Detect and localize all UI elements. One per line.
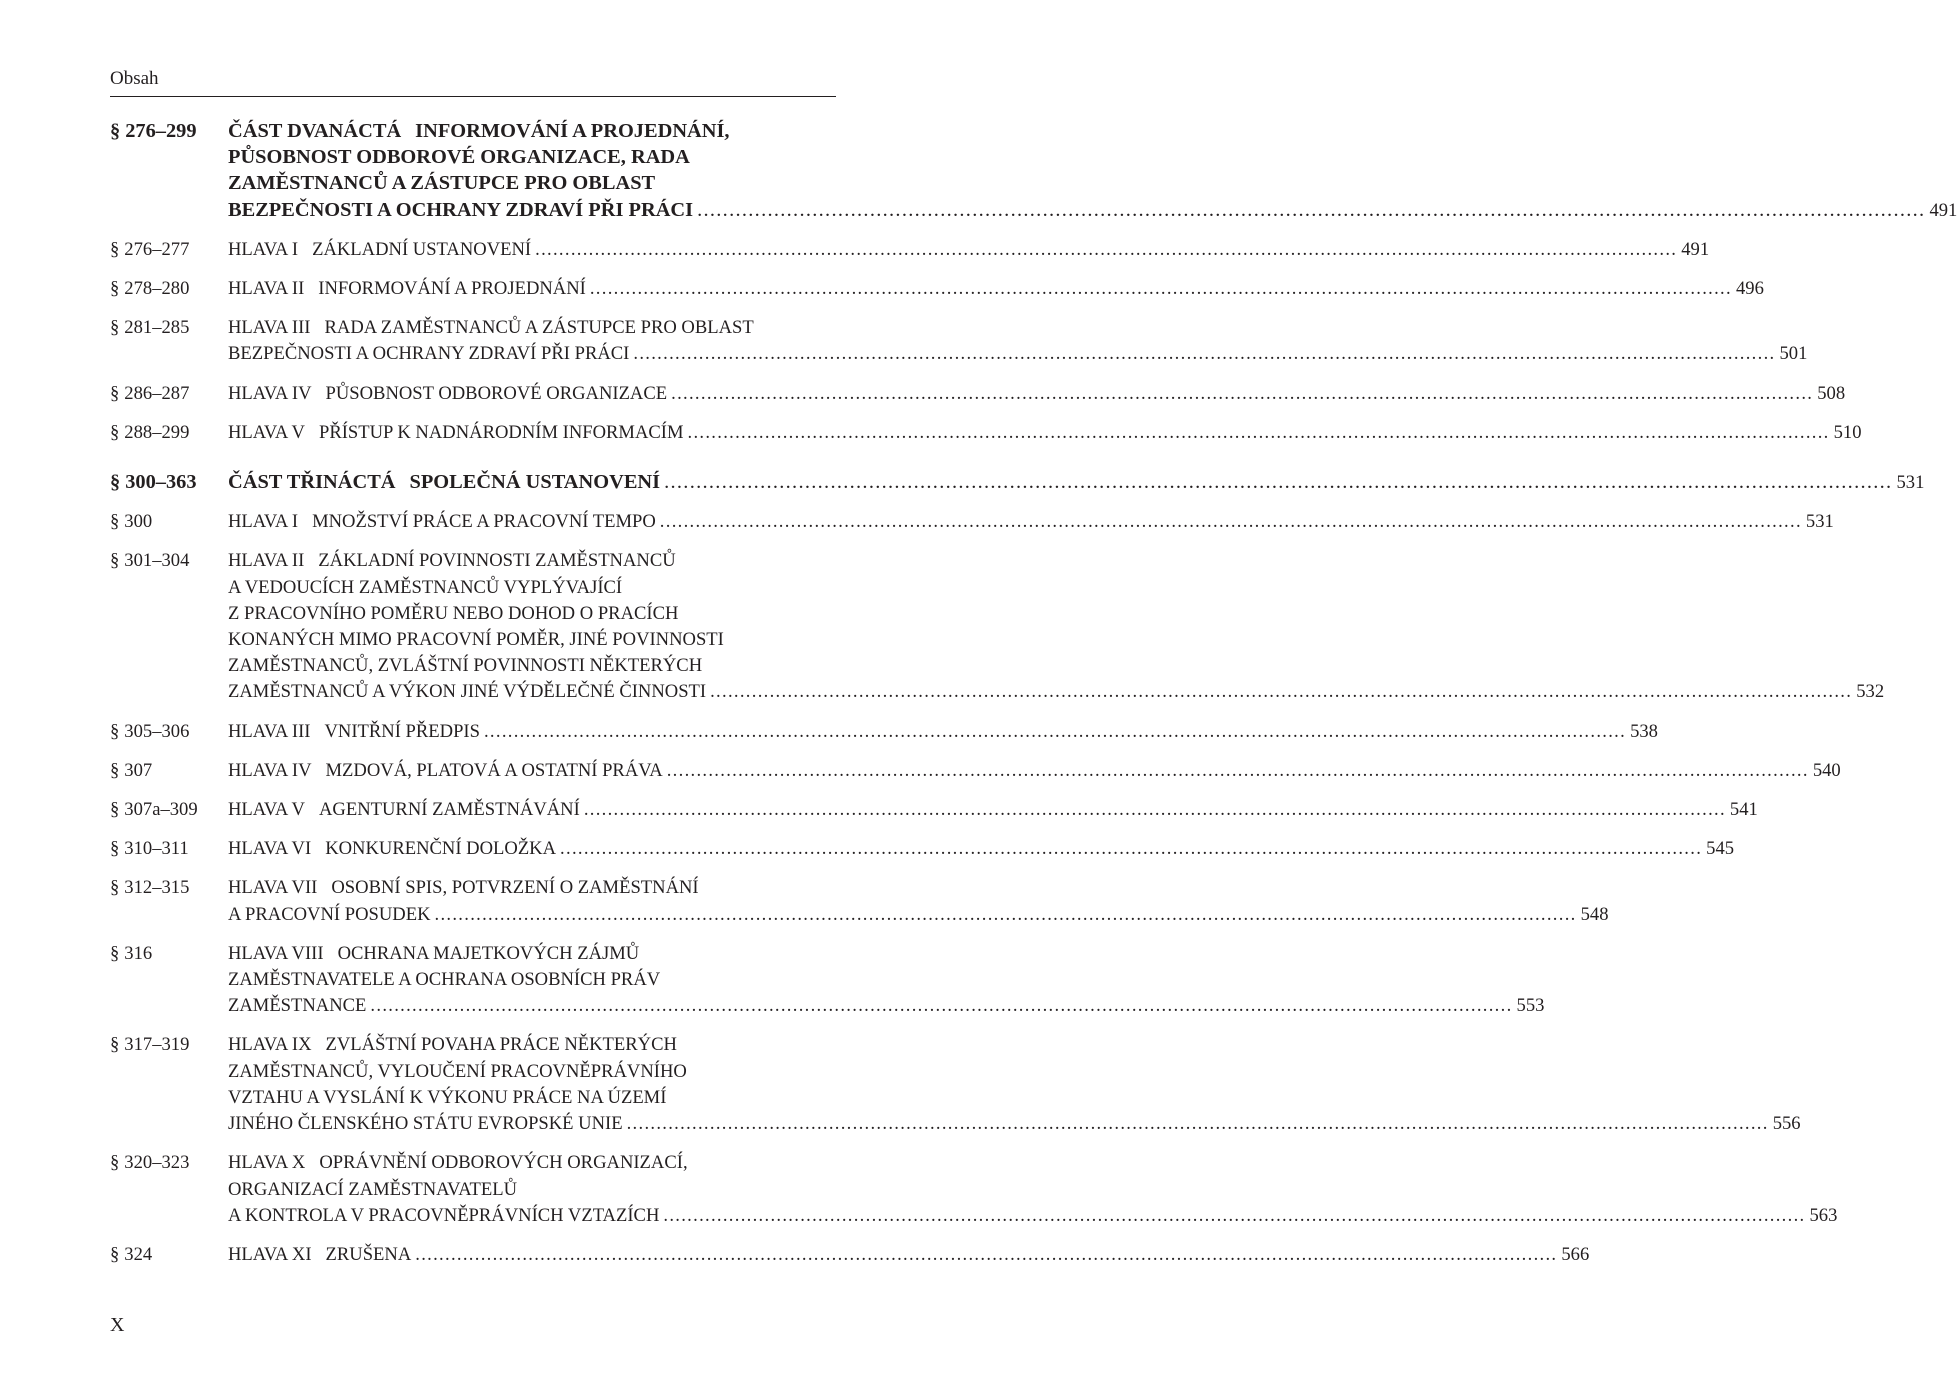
entry-title-text	[228, 993, 366, 1019]
section-sign: §	[110, 1034, 120, 1056]
entry-title-line	[228, 118, 836, 144]
entry-title-text	[228, 469, 660, 495]
dot-leader: ................................................................................................................................................................................................	[626, 1113, 1769, 1135]
entry-title-text-final: A PRACOVNÍ POSUDEK	[228, 903, 431, 925]
toc-chapter-entry[interactable]	[110, 509, 1834, 535]
dot-leader: ................................................................................................................................................................................................	[535, 238, 1678, 260]
page-number-ref[interactable]: 553	[1516, 995, 1545, 1017]
entry-title-text-final: MZDOVÁ, PLATOVÁ A OSTATNÍ PRÁVA	[325, 759, 663, 781]
entry-title	[228, 509, 1834, 535]
entry-title-text-final: PŮSOBNOST ODBOROVÉ ORGANIZACE	[325, 382, 668, 404]
toc-chapter-entry[interactable]	[110, 797, 1758, 823]
entry-spacer	[110, 224, 836, 237]
section-sign: §	[110, 550, 120, 572]
section-range-text: 320–323	[124, 1152, 190, 1174]
dot-leader: ................................................................................................................................................................................................	[659, 511, 1802, 533]
entry-spacer	[110, 784, 836, 797]
entry-title-last-line	[228, 1111, 1801, 1137]
section-sign: §	[110, 511, 120, 533]
page-number-ref[interactable]: 491	[1681, 238, 1710, 260]
entry-title-text	[228, 1242, 411, 1268]
entry-title-text: OSOBNÍ SPIS, POTVRZENÍ O ZAMĚSTNÁNÍ	[331, 877, 699, 899]
section-range	[110, 118, 197, 144]
page-number-ref[interactable]: 540	[1812, 759, 1841, 781]
page-number-ref[interactable]: 538	[1630, 720, 1658, 742]
entry-title-line	[228, 170, 836, 196]
entry-label: HLAVA IV	[228, 382, 312, 404]
entry-title-text	[228, 341, 629, 367]
section-range-text: 278–280	[124, 278, 190, 300]
section-range	[110, 875, 189, 901]
dot-leader: ................................................................................................................................................................................................	[560, 838, 1703, 860]
entry-spacer	[110, 1137, 836, 1150]
page-number-ref[interactable]: 501	[1779, 343, 1808, 365]
entry-label: HLAVA III	[228, 317, 311, 339]
section-sign: §	[110, 838, 120, 860]
entry-title-line	[228, 967, 836, 993]
section-range	[110, 548, 189, 574]
entry-title-line	[228, 1032, 836, 1058]
entry-title-text: ZAMĚSTNANCŮ, ZVLÁŠTNÍ POVINNOSTI NĚKTERÝCH	[228, 655, 703, 677]
section-range	[110, 315, 189, 341]
entry-title-text: ZAMĚSTNANCŮ, VYLOUČENÍ PRACOVNĚPRÁVNÍHO	[228, 1060, 687, 1082]
entry-title-line	[228, 627, 836, 653]
entry-title-line	[228, 1177, 836, 1203]
entry-spacer	[110, 823, 836, 836]
entry-title-text-final: VNITŘNÍ PŘEDPIS	[324, 720, 480, 742]
section-sign: §	[110, 238, 120, 260]
section-sign: §	[110, 720, 120, 742]
dot-leader: ................................................................................................................................................................................................	[666, 759, 1809, 781]
entry-title-last-line	[228, 758, 1841, 784]
section-range	[110, 719, 189, 745]
entry-title-last-line	[228, 276, 1764, 302]
toc-chapter-entry[interactable]	[110, 420, 1862, 446]
dot-leader: ................................................................................................................................................................................................	[664, 471, 1893, 494]
page-number-ref[interactable]: 563	[1809, 1204, 1838, 1226]
entry-title-text: RADA ZAMĚSTNANCŮ A ZÁSTUPCE PRO OBLAST	[324, 317, 754, 339]
toc-chapter-entry[interactable]	[110, 1032, 1801, 1137]
entry-title-last-line	[228, 797, 1758, 823]
entry-title	[228, 548, 1885, 705]
page-number: X	[110, 1314, 125, 1336]
dot-leader: ................................................................................................................................................................................................	[589, 278, 1732, 300]
entry-title	[228, 875, 1609, 927]
dot-leader: ................................................................................................................................................................................................	[583, 799, 1726, 821]
section-range-text: 317–319	[124, 1034, 190, 1056]
entry-title-last-line	[228, 1242, 1590, 1268]
entry-spacer	[110, 535, 836, 548]
entry-spacer	[110, 1019, 836, 1032]
entry-spacer	[110, 407, 836, 420]
entry-title-text: OPRÁVNĚNÍ ODBOROVÝCH ORGANIZACÍ,	[319, 1152, 688, 1174]
section-range-text: 300	[124, 511, 153, 533]
entry-spacer	[110, 496, 836, 509]
running-header	[110, 68, 836, 97]
entry-title-text	[228, 509, 656, 535]
entry-label: HLAVA IV	[228, 759, 312, 781]
entry-label: ČÁST DVANÁCTÁ	[228, 120, 402, 142]
entry-title-text	[228, 420, 684, 446]
entry-title-text: INFORMOVÁNÍ A PROJEDNÁNÍ,	[415, 120, 730, 142]
entry-title	[228, 237, 1710, 263]
entry-title-last-line	[228, 509, 1834, 535]
page-number-ref[interactable]: 510	[1833, 421, 1862, 443]
page-number-ref[interactable]: 548	[1580, 903, 1609, 925]
toc-chapter-entry[interactable]	[110, 276, 1764, 302]
entry-title-text: PŮSOBNOST ODBOROVÉ ORGANIZACE, RADA	[228, 146, 690, 169]
entry-title-text-final: INFORMOVÁNÍ A PROJEDNÁNÍ	[318, 278, 586, 300]
page-number-ref[interactable]: 541	[1729, 799, 1758, 821]
entry-label: HLAVA X	[228, 1152, 306, 1174]
section-range-text: 324	[124, 1243, 153, 1265]
entry-title-text	[228, 381, 667, 407]
dot-leader: ................................................................................................................................................................................................	[710, 681, 1853, 703]
section-range	[110, 1242, 152, 1268]
entry-title-last-line	[228, 381, 1846, 407]
entry-label: HLAVA II	[228, 278, 305, 300]
entry-label: HLAVA I	[228, 511, 299, 533]
entry-title-last-line	[228, 237, 1710, 263]
header-title: Obsah	[110, 68, 159, 89]
entry-title-last-line	[228, 679, 1885, 705]
section-sign: §	[110, 421, 120, 443]
entry-title-text	[228, 797, 580, 823]
section-range	[110, 381, 189, 407]
entry-title	[228, 420, 1862, 446]
entry-label: HLAVA V	[228, 799, 305, 821]
section-sign: §	[110, 942, 120, 964]
entry-spacer	[110, 368, 836, 381]
entry-title-text	[228, 276, 586, 302]
dot-leader: ................................................................................................................................................................................................	[483, 720, 1627, 742]
section-range-text: 286–287	[124, 382, 190, 404]
page-number-ref[interactable]: 556	[1772, 1113, 1801, 1135]
entry-spacer	[110, 263, 836, 276]
section-range	[110, 941, 152, 967]
section-sign: §	[110, 799, 120, 821]
entry-title-text: ORGANIZACÍ ZAMĚSTNAVATELŮ	[228, 1178, 518, 1200]
entry-title-text: ZAMĚSTNANCŮ A ZÁSTUPCE PRO OBLAST	[228, 172, 656, 195]
entry-title-last-line	[228, 341, 1808, 367]
dot-leader: ................................................................................................................................................................................................	[671, 382, 1814, 404]
page-number-ref[interactable]: 496	[1735, 278, 1764, 300]
entry-label: ČÁST TŘINÁCTÁ	[228, 471, 396, 494]
entry-label: HLAVA I	[228, 238, 299, 260]
section-range-text: 300–363	[125, 471, 197, 494]
entry-title-line	[228, 601, 836, 627]
dot-leader: ................................................................................................................................................................................................	[663, 1204, 1806, 1226]
entry-label: HLAVA VII	[228, 877, 318, 899]
entry-title-text: VZTAHU A VYSLÁNÍ K VÝKONU PRÁCE NA ÚZEMÍ	[228, 1086, 667, 1108]
entry-title-text-final: BEZPEČNOSTI A OCHRANY ZDRAVÍ PŘI PRÁCI	[228, 198, 694, 221]
entry-title	[228, 469, 1925, 496]
entry-spacer	[110, 745, 836, 758]
entry-label: HLAVA III	[228, 720, 311, 742]
section-range	[110, 237, 189, 263]
section-range-text: 281–285	[124, 317, 190, 339]
entry-title-last-line	[228, 197, 1957, 224]
entry-label: HLAVA IX	[228, 1034, 312, 1056]
entry-title-last-line	[228, 993, 1545, 1019]
section-range	[110, 276, 189, 302]
section-sign: §	[110, 471, 121, 494]
section-sign: §	[110, 1152, 120, 1174]
entry-title-text-final: JINÉHO ČLENSKÉHO STÁTU EVROPSKÉ UNIE	[228, 1113, 623, 1135]
section-range	[110, 797, 198, 823]
entry-label: HLAVA XI	[228, 1243, 312, 1265]
section-range-text: 305–306	[124, 720, 190, 742]
entry-title-last-line	[228, 902, 1609, 928]
entry-title	[228, 1242, 1590, 1268]
toc-chapter-entry[interactable]	[110, 548, 1885, 705]
section-range-text: 276–277	[124, 238, 190, 260]
entry-title	[228, 1032, 1801, 1137]
section-sign: §	[110, 317, 120, 339]
entry-spacer	[110, 1229, 836, 1242]
section-sign: §	[110, 759, 120, 781]
entry-spacer	[110, 928, 836, 941]
toc-chapter-entry[interactable]	[110, 381, 1846, 407]
entry-title-line	[228, 548, 836, 574]
entry-title-text-final: PŘÍSTUP K NADNÁRODNÍM INFORMACÍM	[319, 421, 684, 443]
section-range-text: 307a–309	[124, 799, 198, 821]
entry-title	[228, 719, 1658, 745]
entry-title	[228, 797, 1758, 823]
section-range	[110, 509, 152, 535]
entry-title-line	[228, 1059, 836, 1085]
entry-title-text	[228, 1203, 659, 1229]
entry-title-text	[228, 197, 693, 223]
page-number-ref[interactable]: 532	[1856, 681, 1885, 703]
entry-title	[228, 315, 1808, 367]
page-number-ref[interactable]: 491	[1929, 199, 1957, 221]
page-number-ref[interactable]: 508	[1817, 382, 1846, 404]
entry-title-line	[228, 653, 836, 679]
entry-title-text	[228, 836, 556, 862]
section-range	[110, 420, 189, 446]
entry-title-text-final: ZAMĚSTNANCE	[228, 995, 367, 1017]
entry-title-line	[228, 1150, 836, 1176]
section-range	[110, 1150, 189, 1176]
section-sign: §	[110, 382, 120, 404]
section-range-text: 276–299	[125, 120, 197, 142]
section-range-text: 316	[124, 942, 153, 964]
entry-title-text-final: KONKURENČNÍ DOLOŽKA	[325, 838, 557, 860]
entry-title-last-line	[228, 719, 1658, 745]
toc-chapter-entry[interactable]	[110, 836, 1735, 862]
entry-title-last-line	[228, 469, 1925, 496]
entry-title-line	[228, 144, 836, 170]
section-range	[110, 836, 189, 862]
entry-title	[228, 118, 1957, 224]
toc-chapter-entry[interactable]	[110, 719, 1658, 745]
entry-title-last-line	[228, 420, 1862, 446]
entry-title-text-final: BEZPEČNOSTI A OCHRANY ZDRAVÍ PŘI PRÁCI	[228, 343, 630, 365]
entry-title-text	[228, 679, 706, 705]
entry-spacer	[110, 446, 836, 469]
entry-title-line	[228, 941, 836, 967]
entry-title	[228, 1150, 1838, 1229]
section-range-text: 301–304	[124, 550, 190, 572]
toc-chapter-entry[interactable]	[110, 875, 1609, 927]
section-range-text: 307	[124, 759, 153, 781]
entry-title-text: A VEDOUCÍCH ZAMĚSTNANCŮ VYPLÝVAJÍCÍ	[228, 576, 623, 598]
toc-chapter-entry[interactable]	[110, 758, 1841, 784]
section-range-text: 288–299	[124, 421, 190, 443]
entry-spacer	[110, 706, 836, 719]
entry-title-line	[228, 875, 836, 901]
entry-title-text	[228, 237, 531, 263]
entry-spacer	[110, 302, 836, 315]
entry-title-text-final: AGENTURNÍ ZAMĚSTNÁVÁNÍ	[319, 799, 580, 821]
entry-title-text	[228, 758, 663, 784]
entry-title-text-final: A KONTROLA V PRACOVNĚPRÁVNÍCH VZTAZÍCH	[228, 1204, 660, 1226]
toc-part-entry[interactable]	[110, 118, 1957, 224]
dot-leader: ................................................................................................................................................................................................	[434, 903, 1577, 925]
entry-title-text-final: MNOŽSTVÍ PRÁCE A PRACOVNÍ TEMPO	[312, 511, 656, 533]
entry-title-text	[228, 1111, 623, 1137]
page-number-ref[interactable]: 545	[1706, 838, 1735, 860]
entry-title-text	[228, 719, 480, 745]
entry-title-line	[228, 315, 836, 341]
dot-leader: ................................................................................................................................................................................................	[633, 343, 1776, 365]
toc-chapter-entry[interactable]	[110, 315, 1808, 367]
toc-chapter-entry[interactable]	[110, 237, 1710, 263]
page-number-ref[interactable]: 531	[1805, 511, 1834, 533]
entry-title-text: KONANÝCH MIMO PRACOVNÍ POMĚR, JINÉ POVINNOSTI	[228, 629, 724, 651]
entry-title-last-line	[228, 1203, 1838, 1229]
entry-title-line	[228, 575, 836, 601]
section-sign: §	[110, 120, 121, 142]
table-of-contents	[110, 118, 1957, 1268]
toc-part-entry[interactable]	[110, 469, 1925, 496]
entry-title-text-final: SPOLEČNÁ USTANOVENÍ	[409, 471, 661, 494]
section-sign: §	[110, 278, 120, 300]
entry-title	[228, 758, 1841, 784]
entry-title-text: ZVLÁŠTNÍ POVAHA PRÁCE NĚKTERÝCH	[325, 1034, 677, 1056]
section-range	[110, 758, 152, 784]
entry-label: HLAVA VI	[228, 838, 312, 860]
entry-title-line	[228, 1085, 836, 1111]
entry-title-text-final: ZÁKLADNÍ USTANOVENÍ	[312, 238, 532, 260]
toc-chapter-entry[interactable]	[110, 941, 1545, 1020]
page-number-ref[interactable]: 531	[1896, 472, 1925, 494]
entry-title	[228, 381, 1846, 407]
entry-label: HLAVA II	[228, 550, 305, 572]
entry-title-text-final: ZRUŠENA	[325, 1243, 412, 1265]
entry-label: HLAVA VIII	[228, 942, 324, 964]
entry-title	[228, 276, 1764, 302]
entry-title-text: Z PRACOVNÍHO POMĚRU NEBO DOHOD O PRACÍCH	[228, 602, 679, 624]
entry-title	[228, 836, 1735, 862]
entry-title-text-final: ZAMĚSTNANCŮ A VÝKON JINÉ VÝDĚLEČNÉ ČINNOSTI	[228, 681, 707, 703]
section-sign: §	[110, 1243, 120, 1265]
entry-label: HLAVA V	[228, 421, 305, 443]
entry-title	[228, 941, 1545, 1020]
section-range-text: 312–315	[124, 877, 190, 899]
dot-leader: ................................................................................................................................................................................................	[370, 995, 1513, 1017]
dot-leader: ................................................................................................................................................................................................	[415, 1243, 1558, 1265]
entry-title-text: ZÁKLADNÍ POVINNOSTI ZAMĚSTNANCŮ	[318, 550, 676, 572]
section-range-text: 310–311	[124, 838, 189, 860]
page-number-ref[interactable]: 566	[1561, 1243, 1590, 1265]
entry-title-text: ZAMĚSTNAVATELE A OCHRANA OSOBNÍCH PRÁV	[228, 969, 661, 991]
section-range	[110, 1032, 189, 1058]
entry-title-text	[228, 902, 431, 928]
dot-leader: ................................................................................................................................................................................................	[687, 421, 1830, 443]
section-range	[110, 469, 197, 495]
entry-spacer	[110, 862, 836, 875]
dot-leader: ................................................................................................................................................................................................	[697, 198, 1926, 221]
entry-title-last-line	[228, 836, 1735, 862]
toc-chapter-entry[interactable]	[110, 1150, 1838, 1229]
section-sign: §	[110, 877, 120, 899]
toc-chapter-entry[interactable]	[110, 1242, 1590, 1268]
entry-title-text: OCHRANA MAJETKOVÝCH ZÁJMŮ	[337, 942, 640, 964]
